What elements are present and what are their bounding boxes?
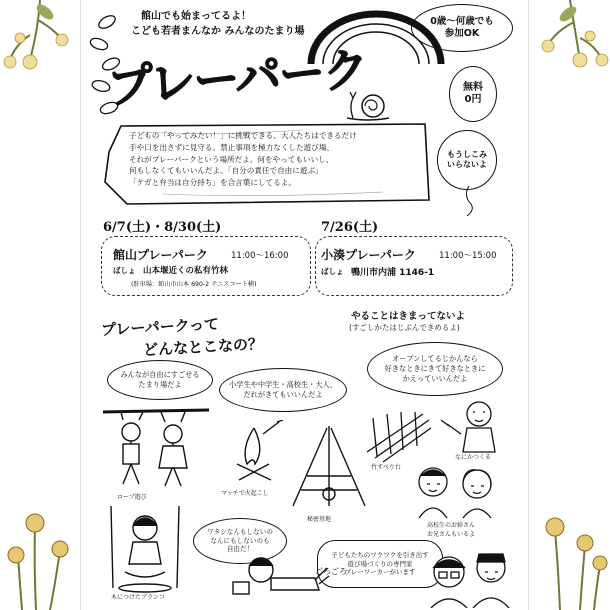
flower-decoration-top-left-icon	[0, 0, 80, 90]
label-swing: 木につけたブランコ	[111, 594, 165, 601]
flower-decoration-bottom-left-icon	[0, 505, 80, 610]
highschool-students-icon	[411, 462, 503, 520]
free-bubble	[449, 66, 497, 122]
event-1-place: 山本堰近くの私有竹林	[143, 266, 229, 276]
event-1-name: 館山プレーパーク	[113, 248, 208, 262]
label-raft: 竹すべり台	[371, 464, 401, 471]
secret-base-tent-icon	[289, 426, 369, 512]
free-bubble-line-2: 0円	[464, 94, 482, 105]
about-rule-2: (すごしかたはじぶんできめるよ)	[349, 323, 460, 332]
intro-line: 子どもの「やってみたい！」に挑戦できる、大人たちはできるだけ	[129, 131, 357, 140]
page-title: プレーパーク	[105, 41, 369, 114]
speech-bubble: ワタシなんもしないの なんにもしないのも 自由だ！	[193, 518, 287, 564]
event-1-date: 6/7(土)・8/30(土)	[103, 220, 222, 235]
campfire-icon	[219, 420, 289, 488]
playworkers-icon	[423, 546, 513, 608]
label-gorogoro: ごろごろ	[315, 567, 347, 576]
intro-line: 何もしなくてもいいんだよ。「自分の責任で自由に遊ぶ」	[129, 166, 323, 176]
age-bubble	[411, 4, 513, 52]
speech-bubble: 小学生や中学生・高校生・大人、 だれがきてもいいんだよ	[219, 368, 347, 412]
label-match: マッチで火起こし	[221, 490, 269, 497]
event-1-place-label: ばしょ	[113, 266, 136, 275]
free-bubble-line-1: 無料	[463, 81, 483, 93]
age-bubble-line-1: 0歳〜何歳でも	[430, 16, 494, 28]
event-2-place-label: ばしょ	[321, 267, 344, 276]
about-title-1: プレーパークって	[100, 314, 220, 340]
event-2-time: 11:00〜15:00	[439, 251, 497, 261]
flower-decoration-bottom-right-icon	[530, 505, 610, 610]
event-1-time: 11:00〜16:00	[231, 251, 289, 261]
event-2-name: 小湊プレーパーク	[321, 248, 416, 262]
label-base: 秘密基地	[307, 516, 332, 523]
speech-bubble: 子どもたちのワクワクを引き出す 遊び場づくりの専門家 プレーワーカーがいます	[317, 540, 443, 588]
event-1-parking: (駐車場：館山市山本 690-2 テニスコート横)	[131, 281, 257, 288]
header-tagline-1: 館山でも始まってるよ！	[141, 11, 251, 22]
speech-bubble: オープンしてるじかんなら 好きなときにきて好きなときに かえっていいんだよ	[367, 342, 503, 396]
label-highschool: 高校生のお姉さん お兄さんもいるよ	[427, 522, 476, 538]
intro-line: 「ケガと弁当は自分持ち」を合言葉にしてるよ。	[129, 178, 296, 188]
about-rule-1: やることはきまってないよ	[351, 311, 466, 322]
no-application-line-2: いらないよ	[447, 160, 487, 169]
intro-line: それがプレーパークという場所だよ。何をやってもいいし、	[129, 154, 334, 164]
event-2-place: 鴨川市内浦 1146-1	[351, 268, 435, 278]
event-2-date: 7/26(土)	[321, 220, 379, 235]
age-bubble-line-2: 参加OK	[444, 28, 480, 39]
intro-text	[129, 130, 429, 189]
about-title-2: どんなとこなの？	[142, 334, 264, 360]
flower-decoration-top-right-icon	[530, 0, 610, 90]
header-tagline-2: こども若者まんなか みんなのたまり場	[131, 26, 305, 37]
balloon-string-icon	[461, 186, 477, 216]
label-rope: ロープ遊び	[117, 494, 147, 501]
no-application-balloon	[437, 130, 497, 190]
poster	[80, 0, 529, 610]
bamboo-slide-icon	[363, 408, 433, 464]
tree-swing-icon	[103, 502, 189, 594]
label-cook: なにかつくる	[455, 454, 492, 461]
rope-play-kids-icon	[101, 404, 211, 492]
speech-bubble: みんなが自由にすごせる たまり場だよ	[107, 360, 213, 400]
snail-icon	[343, 88, 393, 122]
intro-line: 手や口を出さずに見守る。禁止事項を極力なくした遊び場、	[129, 142, 335, 152]
kid-making-icon	[437, 394, 507, 454]
no-application-line-1: もうしこみ	[447, 150, 487, 159]
